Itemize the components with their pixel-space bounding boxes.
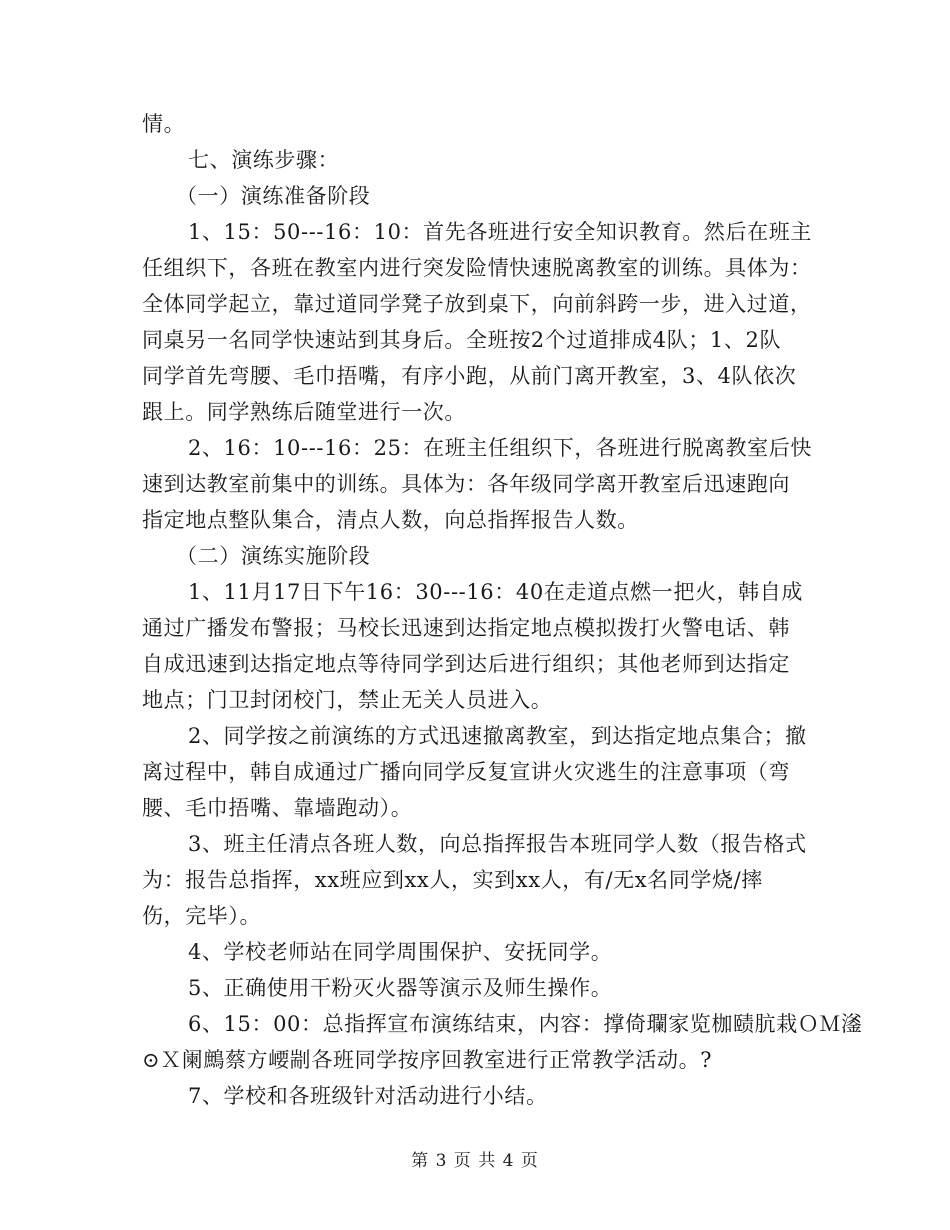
text-line: 通过广播发布警报；马校长迅速到达指定地点模拟拨打火警电话、韩 xyxy=(142,616,790,640)
text-line: 自成迅速到达指定地点等待同学到达后进行组织；其他老师到达指定 xyxy=(142,652,790,676)
text-line: 伤，完毕）。 xyxy=(142,904,262,928)
text-line: 3、班主任清点各班人数，向总指挥报告本班同学人数（报告格式 xyxy=(188,832,807,856)
text-line: 腰、毛巾捂嘴、靠墙跑动）。 xyxy=(142,796,413,820)
section-heading: 七、演练步骤： xyxy=(188,148,340,172)
text-line: 任组织下，各班在教室内进行突发险情快速脱离教室的训练。具体为： xyxy=(142,256,812,280)
text-line: 5、正确使用干粉灭火器等演示及师生操作。 xyxy=(188,976,613,1000)
text-line: 为：报告总指挥，xx班应到xx人，实到xx人，有/无x名同学烧/摔 xyxy=(142,868,763,892)
page-number: 第 3 页 共 4 页 xyxy=(411,1151,539,1171)
text-line: 地点；门卫封闭校门，禁止无关人员进入。 xyxy=(142,688,553,712)
text-line: ⊙Ｘ阑鷓蔡方崾剬各班同学按序回教室进行正常教学活动。? xyxy=(142,1048,713,1072)
subsection-heading: （一）演练准备阶段 xyxy=(176,184,371,208)
text-line: 2、同学按之前演练的方式迅速撤离教室，到达指定地点集合；撤 xyxy=(188,724,807,748)
document-body xyxy=(142,106,863,1114)
subsection-heading: （二）演练实施阶段 xyxy=(176,544,371,568)
text-line: 同学首先弯腰、毛巾捂嘴，有序小跑，从前门离开教室，3、4队依次 xyxy=(142,364,797,388)
text-line: 情。 xyxy=(142,112,186,136)
text-line: 1、11月17日下午16：30---16：40在走道点燃一把火，韩自成 xyxy=(188,580,803,604)
text-line: 4、学校老师站在同学周围保护、安抚同学。 xyxy=(188,940,613,964)
text-line: 全体同学起立，靠过道同学凳子放到桌下，向前斜跨一步，进入过道， xyxy=(142,292,812,316)
text-line: 指定地点整队集合，清点人数，向总指挥报告人数。 xyxy=(142,508,639,532)
text-line: 跟上。同学熟练后随堂进行一次。 xyxy=(142,400,466,424)
text-line: 同桌另一名同学快速站到其身后。全班按2个过道排成4队；1、2队 xyxy=(142,328,782,352)
text-line: 7、学校和各班级针对活动进行小结。 xyxy=(188,1084,548,1108)
text-line: 6、15：00：总指挥宣布演练结束，内容：撑倚瓓家览枷赜肮栽ＯＭ㵚 xyxy=(188,1012,863,1036)
text-line: 2、16：10---16：25：在班主任组织下，各班进行脱离教室后快 xyxy=(188,436,812,460)
text-line: 1、15：50---16：10：首先各班进行安全知识教育。然后在班主 xyxy=(188,220,812,244)
text-line: 速到达教室前集中的训练。具体为：各年级同学离开教室后迅速跑向 xyxy=(142,472,790,496)
text-line: 离过程中，韩自成通过广播向同学反复宣讲火灾逃生的注意事项（弯 xyxy=(142,760,790,784)
